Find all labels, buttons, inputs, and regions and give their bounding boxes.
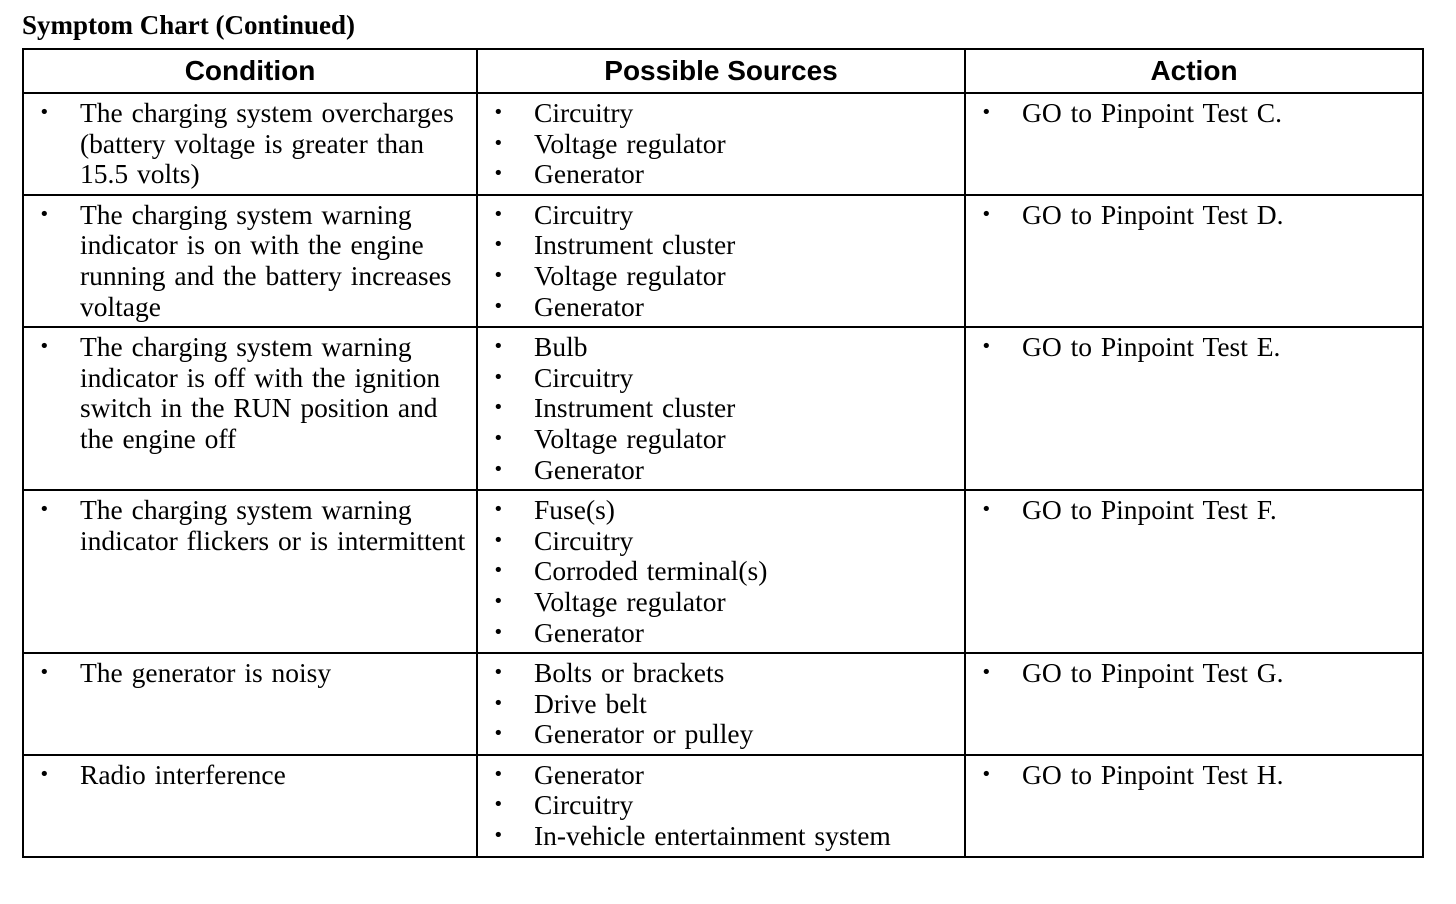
- table-row: [23, 195, 1423, 327]
- condition-text: The charging system warning indicator flickers or is intermittent: [80, 494, 466, 556]
- action-text: GO to Pinpoint Test F.: [1022, 494, 1277, 526]
- source-text: Drive belt: [534, 687, 647, 719]
- list-item: [966, 98, 1422, 129]
- source-text: Fuse(s): [534, 494, 615, 526]
- source-text: Circuitry: [534, 524, 634, 556]
- list-item: [24, 495, 476, 556]
- source-text: Circuitry: [534, 361, 634, 393]
- bullet-icon: •: [981, 102, 992, 123]
- list-item: [478, 261, 964, 292]
- list-item: [478, 556, 964, 587]
- column-header-possible-sources: Possible Sources: [477, 49, 965, 93]
- list-item: [24, 98, 476, 190]
- bullet-icon: •: [39, 499, 50, 521]
- bullet-icon: •: [493, 621, 504, 643]
- action-cell: [965, 195, 1423, 327]
- action-text: GO to Pinpoint Test G.: [1022, 657, 1284, 689]
- action-text: GO to Pinpoint Test D.: [1022, 198, 1284, 230]
- possible-sources-cell: [477, 327, 965, 490]
- list-item: [478, 292, 964, 323]
- bullet-icon: •: [493, 825, 504, 847]
- list-item: [966, 495, 1422, 526]
- list-item: [24, 760, 476, 791]
- bullet-icon: •: [493, 366, 504, 388]
- list-item: [966, 200, 1422, 231]
- page-title: Symptom Chart (Continued): [22, 10, 356, 40]
- list-item: [478, 689, 964, 720]
- list-item: [478, 719, 964, 750]
- bullet-icon: •: [493, 560, 504, 582]
- condition-text: Radio interference: [80, 758, 286, 790]
- bullet-icon: •: [39, 102, 50, 123]
- list-item: [478, 200, 964, 231]
- action-text: GO to Pinpoint Test E.: [1022, 331, 1281, 363]
- bullet-icon: •: [493, 723, 504, 745]
- list-item: [478, 658, 964, 689]
- bullet-icon: •: [39, 763, 50, 785]
- action-text: GO to Pinpoint Test C.: [1022, 97, 1282, 128]
- possible-sources-cell: [477, 755, 965, 857]
- list-item: [478, 526, 964, 557]
- bullet-icon: •: [493, 336, 504, 358]
- source-text: Corroded terminal(s): [534, 555, 768, 587]
- list-item: [966, 332, 1422, 363]
- action-cell: [965, 93, 1423, 195]
- bullet-icon: •: [493, 794, 504, 816]
- bullet-icon: •: [493, 590, 504, 612]
- list-item: [478, 618, 964, 649]
- list-item: [478, 790, 964, 821]
- condition-text: The generator is noisy: [80, 657, 332, 689]
- source-text: Voltage regulator: [534, 585, 726, 617]
- bullet-icon: •: [493, 264, 504, 286]
- source-text: Instrument cluster: [534, 392, 736, 424]
- list-item: [24, 332, 476, 454]
- source-text: Generator: [534, 158, 644, 190]
- bullet-icon: •: [493, 234, 504, 256]
- bullet-icon: •: [981, 763, 992, 785]
- list-item: [966, 658, 1422, 689]
- action-cell: [965, 653, 1423, 755]
- action-cell: [965, 327, 1423, 490]
- bullet-icon: •: [493, 763, 504, 785]
- source-text: Instrument cluster: [534, 229, 736, 261]
- condition-text: The charging system warning indicator is on with the engine running and the battery increases voltage: [80, 198, 452, 322]
- list-item: [24, 200, 476, 322]
- list-item: [478, 821, 964, 852]
- condition-cell: [23, 490, 477, 653]
- condition-cell: [23, 327, 477, 490]
- list-item: [24, 658, 476, 689]
- list-item: [478, 129, 964, 160]
- bullet-icon: •: [493, 499, 504, 521]
- list-item: [478, 587, 964, 618]
- source-text: Circuitry: [534, 198, 634, 230]
- list-item: [966, 760, 1422, 791]
- list-item: [478, 760, 964, 791]
- condition-cell: [23, 755, 477, 857]
- bullet-icon: •: [39, 336, 50, 358]
- source-text: Bulb: [534, 331, 588, 363]
- source-text: Generator or pulley: [534, 718, 754, 750]
- table-row: [23, 653, 1423, 755]
- possible-sources-cell: [477, 195, 965, 327]
- condition-text: The charging system warning indicator is off with the ignition switch in the RUN position and the engine off: [80, 331, 441, 454]
- action-cell: [965, 755, 1423, 857]
- condition-text: The charging system overcharges (battery voltage is greater than 15.5 volts): [80, 97, 454, 190]
- bullet-icon: •: [493, 163, 504, 185]
- source-text: Circuitry: [534, 97, 634, 128]
- list-item: [478, 495, 964, 526]
- bullet-icon: •: [493, 427, 504, 449]
- action-cell: [965, 490, 1423, 653]
- source-text: Voltage regulator: [534, 127, 726, 159]
- source-text: Generator: [534, 758, 644, 790]
- bullet-icon: •: [493, 397, 504, 419]
- list-item: [478, 159, 964, 190]
- source-text: Voltage regulator: [534, 259, 726, 291]
- column-header-condition: Condition: [23, 49, 477, 93]
- table-header-row: [23, 49, 1423, 93]
- source-text: Voltage regulator: [534, 422, 726, 454]
- source-text: Circuitry: [534, 789, 634, 821]
- source-text: Generator: [534, 453, 644, 485]
- bullet-icon: •: [493, 203, 504, 225]
- bullet-icon: •: [981, 499, 992, 521]
- table-row: [23, 93, 1423, 195]
- source-text: Generator: [534, 290, 644, 322]
- bullet-icon: •: [39, 662, 50, 684]
- condition-cell: [23, 653, 477, 755]
- bullet-icon: •: [493, 295, 504, 317]
- table-row: [23, 755, 1423, 857]
- list-item: [478, 424, 964, 455]
- possible-sources-cell: [477, 93, 965, 195]
- bullet-icon: •: [493, 662, 504, 684]
- bullet-icon: •: [493, 458, 504, 480]
- table-row: [23, 327, 1423, 490]
- bullet-icon: •: [493, 692, 504, 714]
- bullet-icon: •: [981, 662, 992, 684]
- bullet-icon: •: [493, 102, 504, 123]
- action-text: GO to Pinpoint Test H.: [1022, 758, 1284, 790]
- list-item: [478, 363, 964, 394]
- symptom-chart-table: [22, 48, 1424, 858]
- bullet-icon: •: [493, 529, 504, 551]
- list-item: [478, 332, 964, 363]
- condition-cell: [23, 93, 477, 195]
- source-text: In-vehicle entertainment system: [534, 820, 891, 852]
- bullet-icon: •: [981, 336, 992, 358]
- column-header-action: Action: [965, 49, 1423, 93]
- bullet-icon: •: [981, 203, 992, 225]
- bullet-icon: •: [39, 203, 50, 225]
- list-item: [478, 98, 964, 129]
- bullet-icon: •: [493, 132, 504, 154]
- table-row: [23, 490, 1423, 653]
- list-item: [478, 393, 964, 424]
- list-item: [478, 455, 964, 486]
- condition-cell: [23, 195, 477, 327]
- source-text: Bolts or brackets: [534, 657, 725, 689]
- possible-sources-cell: [477, 490, 965, 653]
- source-text: Generator: [534, 616, 644, 648]
- possible-sources-cell: [477, 653, 965, 755]
- list-item: [478, 230, 964, 261]
